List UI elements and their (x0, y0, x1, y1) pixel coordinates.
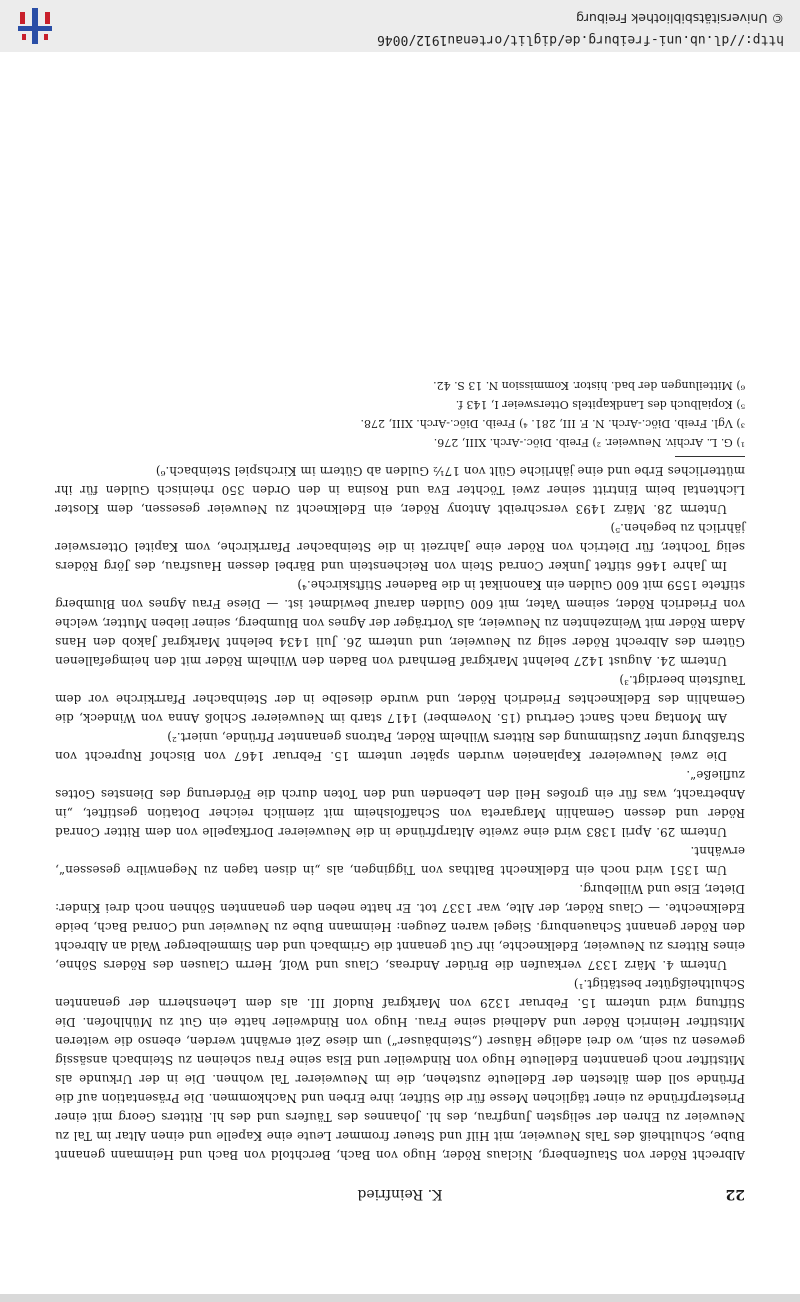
paragraph: Unterm 29. April 1383 wird eine zweite Altarpfründe in die Neuweierer Dorfkapelle von dem Ritter Conrad Röder und dessen Gemahlin Margareta von Schaffolsheim mit ziemlich reicher Dotation gestiftet, „in Anbetracht, was für ein großes Heil den Lebenden und den Toten durch die Förderung des Dienstes Gottes zufließe“. (55, 768, 745, 839)
document-page (55, 376, 745, 1202)
viewer-bottom-strip (0, 1294, 800, 1302)
footnote: ⁶) Mitteilungen der bad. histor. Kommission N. 13 S. 42. (433, 379, 745, 392)
paragraph: Albrecht Röder von Staufenberg, Niclaus Röder, Hugo von Bach, Berchtold von Bach und Heinmann genannt Bube, Schultheiß des Tals Neuweier, mit Hilf und Steuer frommer Leute eine Kapelle und einen Altar im Tal zu Neuweier zu Ehren der seligsten Jungfrau, des hl. Johannes des Täufers und des hl. Ritters Georg mit einer Priesterpfründe zu einer täglichen Messe für die Stifter, ihre Erben und Nachkommen. Die Präsentation auf die Pfründe soll dem ältesten der Edelleute zustehen, die im Neuweierer Tal wohnen. Die in der Urkunde als Mitstifter noch genannten Edelleute Hugo von Rindweiler und Elsa seine Frau scheinen zu Steinbach ansässig gewesen zu sein, wo drei adelige Häuser („Steinbäuser“) um diese Zeit erwähnt werden, ebenso die weiteren Mitstifter Heinrich Röder und Adelheid seine Frau. Hugo von Rindweiler hatte ein Gut zu Mühlhofen. Die Stiftung wird unterm 15. Februar 1329 von Markgraf Rudolf III. als dem Lehensherrn der genannten Schultheißgüter bestätigt.¹) (55, 977, 745, 1162)
paragraph: Im Jahre 1466 stiftet Junker Conrad Stein von Reichenstein und Bärbel dessen Hausfrau, des Jörg Röders selig Tochter, für Dietrich von Röder eine Jahrzeit in die Steinbacher Pfarrkirche, vom Kapitel Ottersweier jährlich zu begehen.⁵) (55, 521, 745, 573)
running-head: K. Reinfried (357, 1186, 443, 1202)
footnote: ¹) G. L. Archiv. Neuweier. ²) Freib. Diöc.-Arch. XIII, 276. (433, 436, 745, 449)
paragraph: Die zwei Neuweierer Kaplaneien wurden später unterm 15. Februar 1467 von Bischof Ruprecht von Straßburg unter Zustimmung des Ritters Wilhelm Röder, Patrons genannter Pfründe, uniert.²) (55, 730, 745, 763)
paragraph: Unterm 4. März 1337 verkaufen die Brüder Andreas, Claus und Wolf, Herrn Clausen des Röders Söhne, eines Ritters zu Neuweier, Edelknechte, ihr Gut genannt die Grimbach und den Simmelberger Wald an Albrecht den Röder genannt Schauenburg. Siegel waren Zeugen: Heinmann Bube zu Neuweier und Conrad Bach, beide Edelknechte. — Claus Röder, der Alte, war 1337 tot. Er hatte neben den genannten Söhnen noch drei Kinder: Dieter, Else und Willeburg. (55, 882, 745, 972)
paragraph: Unterm 24. August 1427 belehnt Markgraf Bernhard von Baden den Wilhelm Röder mit den heimgefallenen Gütern des Albrecht Röder selig zu Neuweier, und unterm 26. Juli 1434 belehnt Markgraf Jakob den Hans Adam Röder mit Weinzehnten zu Neuweier, als Vorträger der Agnes von Blumberg, seiner lieben Mutter, welche von Friedrich Röder, seinem Vater, mit 600 Gulden darauf bewidmet ist. — Diese Frau Agnes von Blumberg stiftete 1559 mit 600 Gulden ein Kanonikat in die Badener Stiftskirche.⁴) (55, 578, 745, 668)
ub-freiburg-logo-icon (10, 6, 60, 46)
header-bar (0, 0, 800, 52)
page-header (55, 1182, 745, 1202)
page-number: 22 (725, 1186, 745, 1202)
paragraph: Am Montag nach Sanct Gertrud (15. November) 1417 starb im Neuweierer Schloß Anna von Windeck, die Gemahlin des Edelknechtes Friedrich Röder, und wurde dieselbe in der Steinbacher Pfarrkirche vor dem Taufstein beerdigt.³) (55, 673, 745, 725)
footnote: ⁵) Kopialbuch des Landkapitels Ottersweier I, 143 f. (455, 398, 745, 411)
copyright-notice: © Universitätsbibliothek Freiburg (576, 11, 784, 26)
paragraph: Um 1351 wird noch ein Edelknecht Balthas von Tiggingen, als „in disen tagen zu Negenwilre gesessen“, erwähnt. (55, 844, 745, 877)
footnote: ³) Vgl. Freib. Diöc.-Arch. N. F. III, 281. ⁴) Freib. Diöc.-Arch. XIII, 278. (360, 417, 745, 430)
source-url[interactable]: http://dl.ub.uni-freiburg.de/diglit/ortenau1912/0046 (377, 32, 784, 47)
footnote-rule (675, 456, 745, 457)
paragraph: Unterm 28. März 1493 verschreibt Antony Röder, ein Edelknecht zu Neuweier gesessen, dem Kloster Lichtental beim Eintritt seiner zwei Töchter Eva und Rosina in den Orden 350 rheinisch Gulden für ihr mütterliches Erbe und eine jährliche Gült von 17½ Gulden ab Gütern im Kirchspiel Steinbach.⁶) (55, 464, 745, 516)
